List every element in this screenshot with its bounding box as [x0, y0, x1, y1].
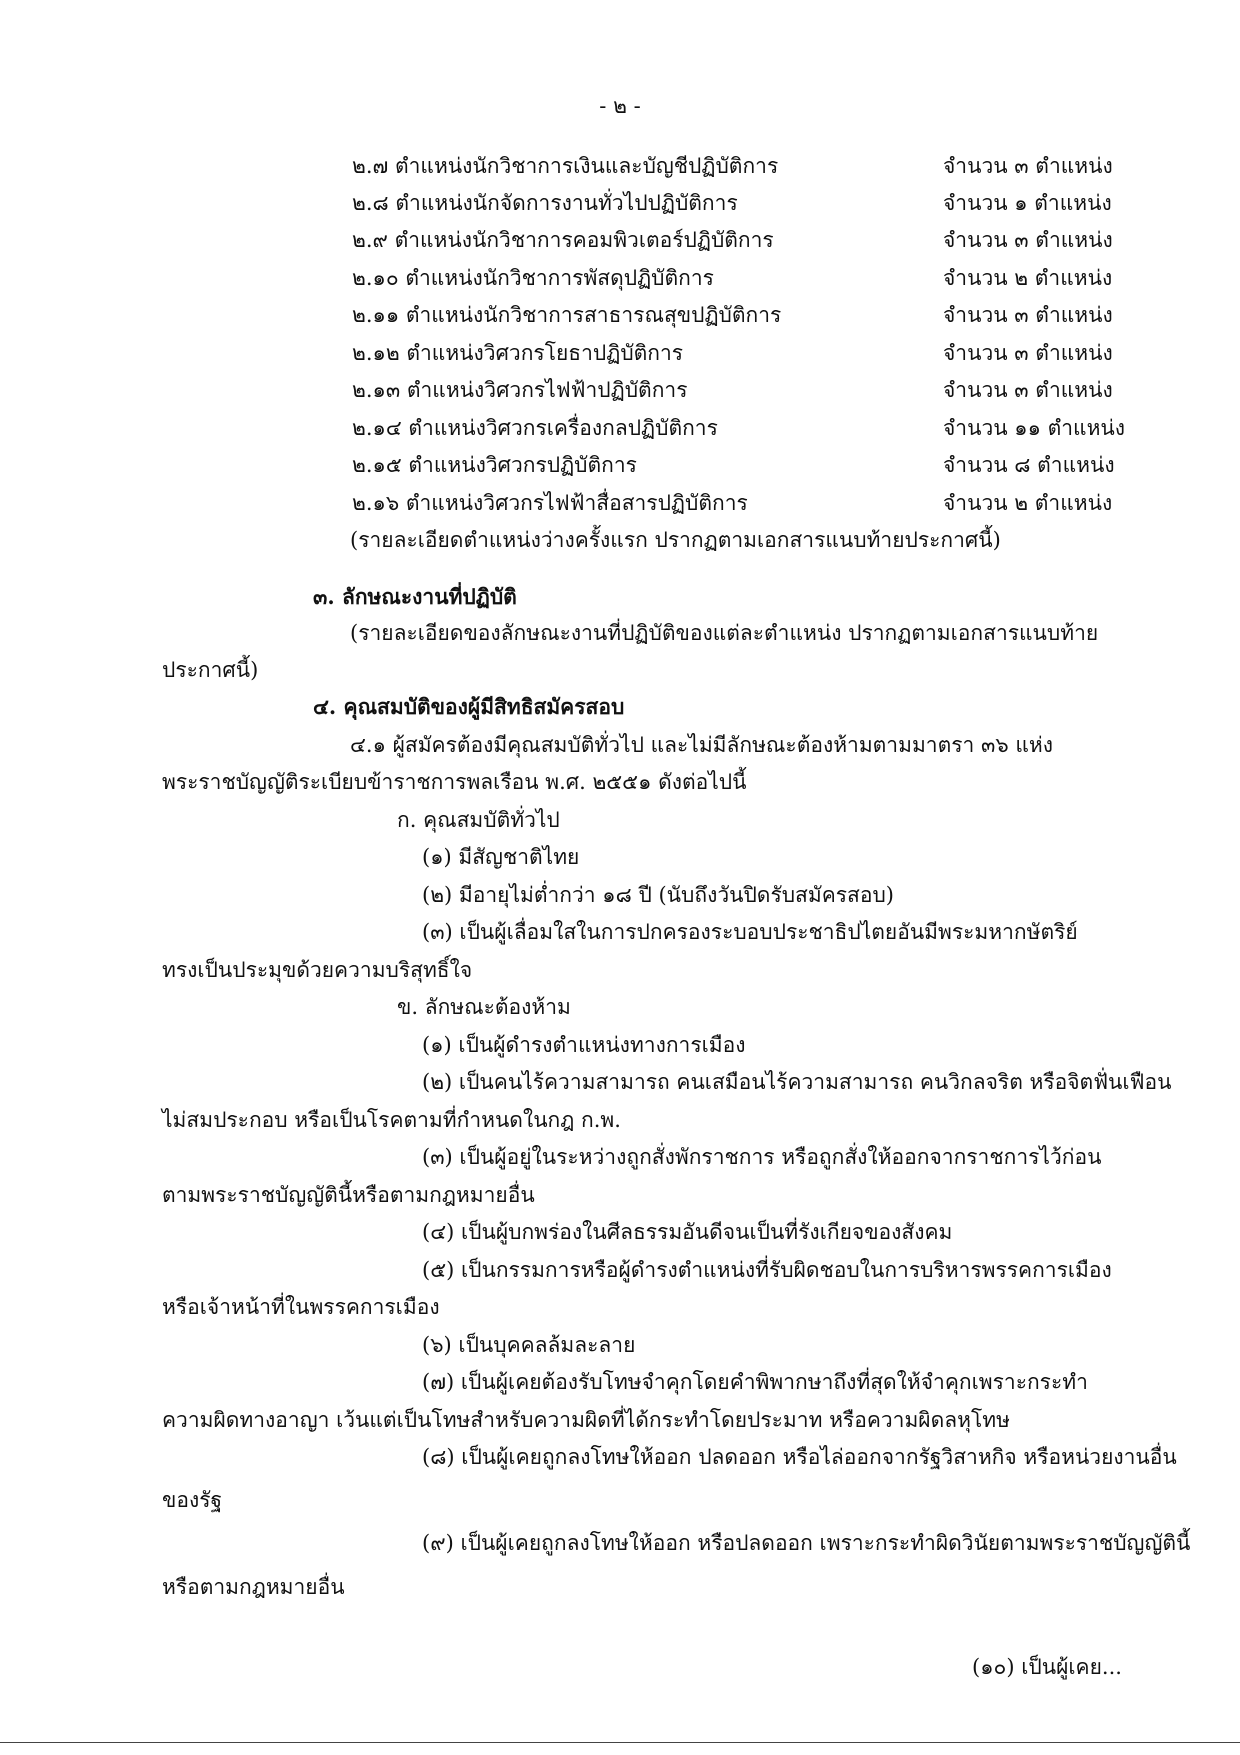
position-label: ๒.๑๕ ตำแหน่งวิศวกรปฏิบัติการ — [352, 453, 637, 477]
position-label: ๒.๘ ตำแหน่งนักจัดการงานทั่วไปปฏิบัติการ — [352, 191, 738, 215]
item-a3-cont: ทรงเป็นประมุขด้วยความบริสุทธิ์ใจ — [162, 958, 473, 982]
section-3-text-cont: ประกาศนี้) — [162, 658, 259, 682]
position-count: จำนวน ๑๑ ตำแหน่ง — [943, 416, 1126, 440]
item-a3: (๓) เป็นผู้เลื่อมใสในการปกครองระบอบประชาธิปไตยอันมีพระมหากษัตริย์ — [422, 920, 1078, 944]
subsection-b-heading: ข. ลักษณะต้องห้าม — [397, 995, 571, 1019]
position-count: จำนวน ๓ ตำแหน่ง — [943, 378, 1113, 402]
position-count: จำนวน ๑ ตำแหน่ง — [943, 191, 1112, 215]
section-4-heading: ๔. คุณสมบัติของผู้มีสิทธิสมัครสอบ — [313, 694, 625, 719]
section-3-heading: ๓. ลักษณะงานที่ปฏิบัติ — [313, 584, 517, 609]
position-count: จำนวน ๓ ตำแหน่ง — [943, 341, 1113, 365]
positions-note: (รายละเอียดตำแหน่งว่างครั้งแรก ปรากฏตามเอกสารแนบท้ายประกาศนี้) — [350, 528, 1001, 552]
item-b1: (๑) เป็นผู้ดำรงตำแหน่งทางการเมือง — [422, 1033, 746, 1057]
position-label: ๒.๗ ตำแหน่งนักวิชาการเงินและบัญชีปฏิบัติการ — [352, 154, 779, 178]
item-b3: (๓) เป็นผู้อยู่ในระหว่างถูกสั่งพักราชการ หรือถูกสั่งให้ออกจากราชการไว้ก่อน — [422, 1145, 1102, 1169]
position-label: ๒.๑๔ ตำแหน่งวิศวกรเครื่องกลปฏิบัติการ — [352, 416, 718, 440]
position-label: ๒.๙ ตำแหน่งนักวิชาการคอมพิวเตอร์ปฏิบัติการ — [352, 228, 774, 252]
position-count: จำนวน ๘ ตำแหน่ง — [943, 453, 1115, 477]
position-label: ๒.๑๓ ตำแหน่งวิศวกรไฟฟ้าปฏิบัติการ — [352, 378, 688, 402]
item-a1: (๑) มีสัญชาติไทย — [422, 845, 580, 869]
page-number: - ๒ - — [599, 94, 641, 118]
bottom-rule — [0, 1742, 1240, 1743]
item-b8: (๘) เป็นผู้เคยถูกลงโทษให้ออก ปลดออก หรือไล่ออกจากรัฐวิสาหกิจ หรือหน่วยงานอื่น — [422, 1445, 1177, 1469]
continuation-text: (๑๐) เป็นผู้เคย... — [972, 1655, 1122, 1679]
item-b8-cont: ของรัฐ — [162, 1488, 223, 1512]
item-b2: (๒) เป็นคนไร้ความสามารถ คนเสมือนไร้ความสามารถ คนวิกลจริต หรือจิตฟั่นเฟือน — [422, 1070, 1172, 1094]
position-label: ๒.๑๐ ตำแหน่งนักวิชาการพัสดุปฏิบัติการ — [352, 266, 714, 290]
item-b9-cont: หรือตามกฎหมายอื่น — [162, 1575, 345, 1599]
position-label: ๒.๑๖ ตำแหน่งวิศวกรไฟฟ้าสื่อสารปฏิบัติการ — [352, 491, 748, 515]
paragraph-4-1-cont: พระราชบัญญัติระเบียบข้าราชการพลเรือน พ.ศ. ๒๕๕๑ ดังต่อไปนี้ — [162, 770, 747, 794]
item-b9: (๙) เป็นผู้เคยถูกลงโทษให้ออก หรือปลดออก เพราะกระทำผิดวินัยตามพระราชบัญญัตินี้ — [422, 1531, 1191, 1555]
position-label: ๒.๑๒ ตำแหน่งวิศวกรโยธาปฏิบัติการ — [352, 341, 684, 365]
item-b6: (๖) เป็นบุคคลล้มละลาย — [422, 1333, 636, 1357]
subsection-a-heading: ก. คุณสมบัติทั่วไป — [397, 808, 560, 832]
position-count: จำนวน ๒ ตำแหน่ง — [943, 491, 1113, 515]
position-count: จำนวน ๓ ตำแหน่ง — [943, 228, 1113, 252]
position-count: จำนวน ๒ ตำแหน่ง — [943, 266, 1113, 290]
position-count: จำนวน ๓ ตำแหน่ง — [943, 303, 1113, 327]
item-b2-cont: ไม่สมประกอบ หรือเป็นโรคตามที่กำหนดในกฎ ก.พ. — [162, 1108, 621, 1132]
position-label: ๒.๑๑ ตำแหน่งนักวิชาการสาธารณสุขปฏิบัติการ — [352, 303, 782, 327]
item-b5: (๕) เป็นกรรมการหรือผู้ดำรงตำแหน่งที่รับผิดชอบในการบริหารพรรคการเมือง — [422, 1258, 1112, 1282]
item-b4: (๔) เป็นผู้บกพร่องในศีลธรรมอันดีจนเป็นที่รังเกียจของสังคม — [422, 1220, 953, 1244]
position-count: จำนวน ๓ ตำแหน่ง — [943, 154, 1113, 178]
item-b7: (๗) เป็นผู้เคยต้องรับโทษจำคุกโดยคำพิพากษาถึงที่สุดให้จำคุกเพราะกระทำ — [422, 1370, 1088, 1394]
item-a2: (๒) มีอายุไม่ต่ำกว่า ๑๘ ปี (นับถึงวันปิดรับสมัครสอบ) — [422, 883, 894, 907]
section-3-text: (รายละเอียดของลักษณะงานที่ปฏิบัติของแต่ละตำแหน่ง ปรากฏตามเอกสารแนบท้าย — [350, 621, 1099, 645]
item-b5-cont: หรือเจ้าหน้าที่ในพรรคการเมือง — [162, 1295, 440, 1319]
paragraph-4-1: ๔.๑ ผู้สมัครต้องมีคุณสมบัติทั่วไป และไม่มีลักษณะต้องห้ามตามมาตรา ๓๖ แห่ง — [350, 733, 1053, 757]
item-b7-cont: ความผิดทางอาญา เว้นแต่เป็นโทษสำหรับความผิดที่ได้กระทำโดยประมาท หรือความผิดลหุโทษ — [162, 1408, 1010, 1432]
item-b3-cont: ตามพระราชบัญญัตินี้หรือตามกฎหมายอื่น — [162, 1183, 535, 1207]
